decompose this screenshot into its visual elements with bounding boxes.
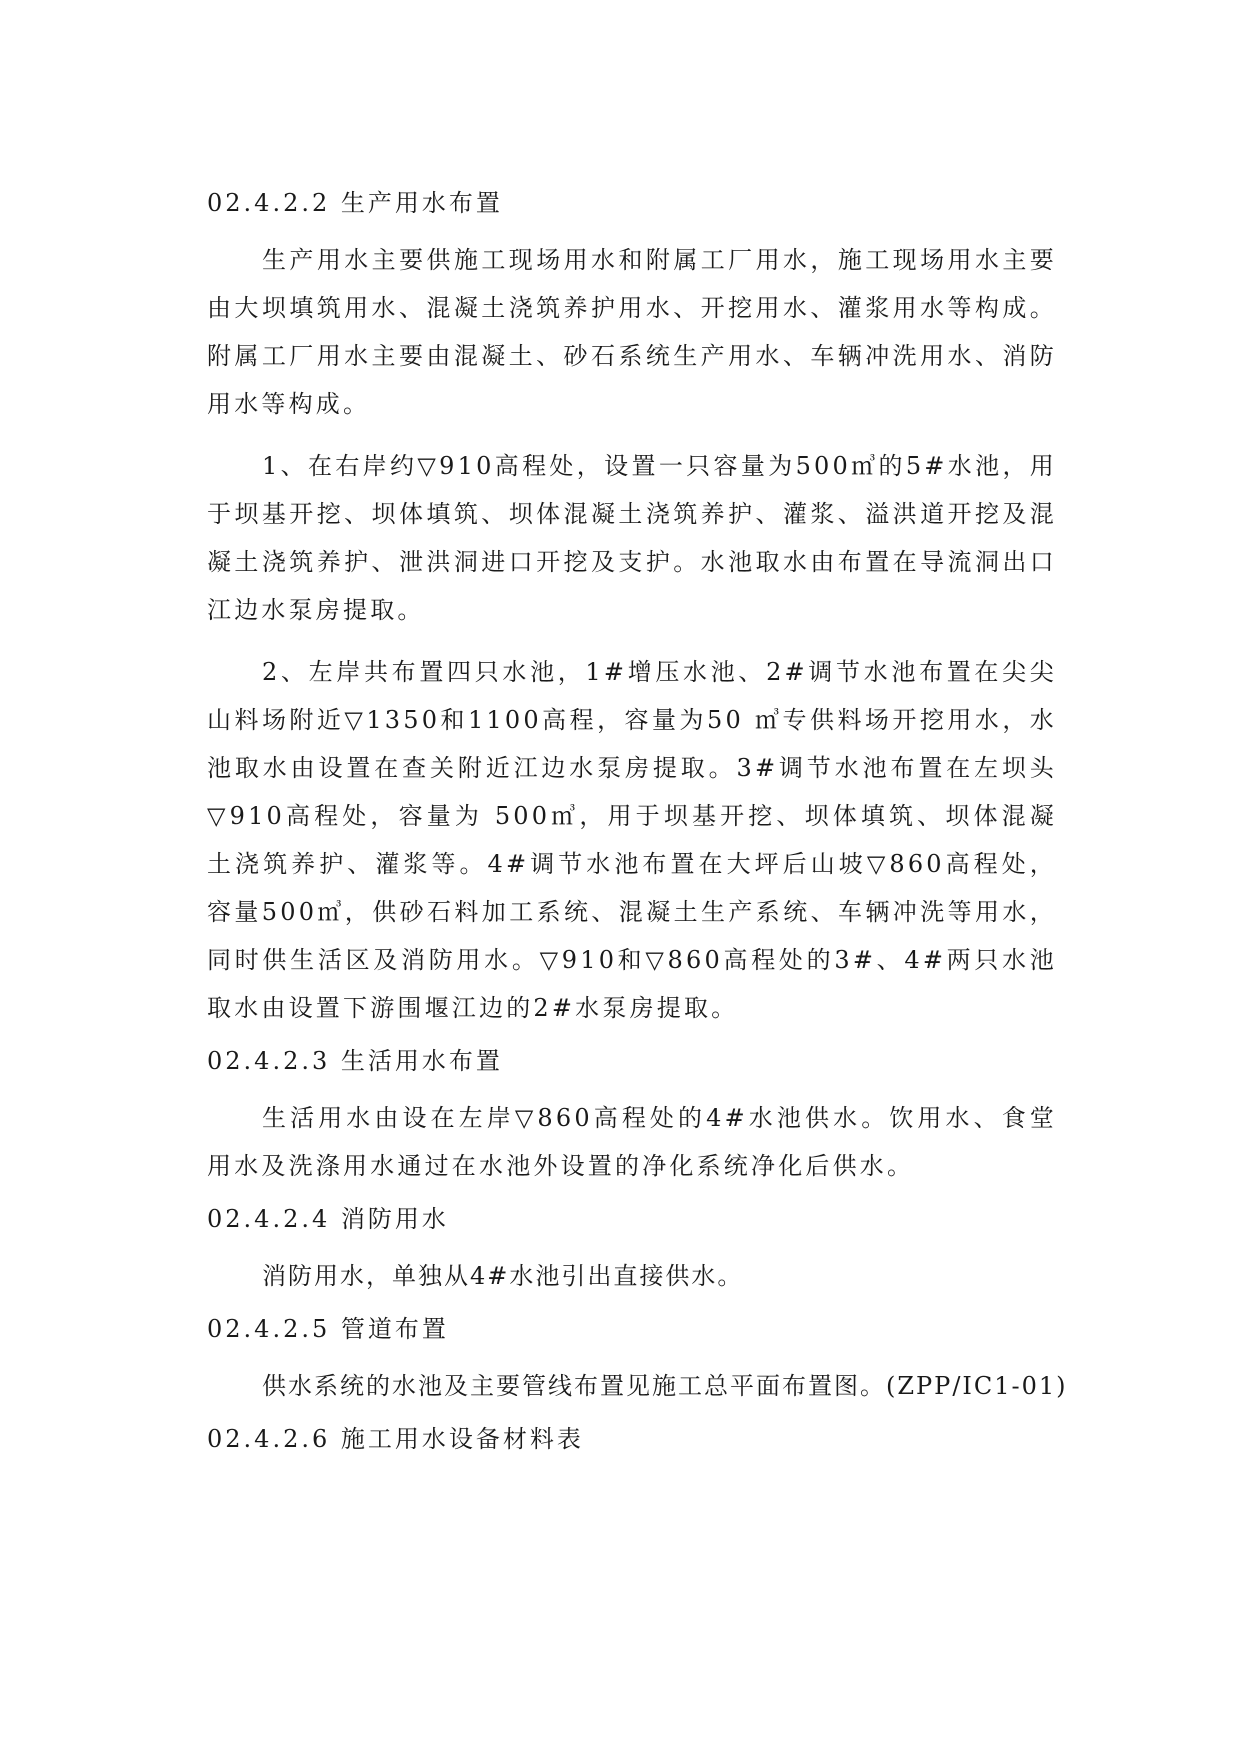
section-heading-02-4-2-2: 02.4.2.2 生产用水布置 [207, 189, 503, 217]
section-heading-02-4-2-5: 02.4.2.5 管道布置 [207, 1315, 449, 1343]
section-heading-02-4-2-6: 02.4.2.6 施工用水设备材料表 [207, 1425, 584, 1453]
section-heading-02-4-2-4: 02.4.2.4 消防用水 [207, 1205, 449, 1233]
paragraph-domestic-water: 生活用水由设在左岸▽860高程处的4#水池供水。饮用水、食堂用水及洗涤用水通过在水池外设置的净化系统净化后供水。 [207, 1104, 1057, 1180]
paragraph-fire-water: 消防用水，单独从4#水池引出直接供水。 [262, 1262, 744, 1290]
document-body [207, 188, 1068, 1472]
paragraph-left-bank-pools: 2、左岸共布置四只水池，1#增压水池、2#调节水池布置在尖尖山料场附近▽1350和1100高程，容量为50 ㎥专供料场开挖用水，水池取水由设置在查关附近江边水泵房提取。3#调节水池布置在左坝头▽910高程处，容量为 500㎥，用于坝基开挖、坝体填筑、坝体混凝土浇筑养护、灌浆等。4#调节水池布置在大坪后山坡▽860高程处，容量500㎥，供砂石料加工系统、混凝土生产系统、车辆冲洗等用水，同时供生活区及消防用水。▽910和▽860高程处的3#、4#两只水池取水由设置下游围堰江边的2#水泵房提取。 [207, 658, 1057, 1022]
paragraph-pipeline-layout: 供水系统的水池及主要管线布置见施工总平面布置图。(ZPP/IC1-01) [262, 1372, 1068, 1400]
paragraph-right-bank-pool: 1、在右岸约▽910高程处，设置一只容量为500㎥的5#水池，用于坝基开挖、坝体填筑、坝体混凝土浇筑养护、灌浆、溢洪道开挖及混凝土浇筑养护、泄洪洞进口开挖及支护。水池取水由布置在导流洞出口江边水泵房提取。 [207, 452, 1057, 624]
section-heading-02-4-2-3: 02.4.2.3 生活用水布置 [207, 1047, 503, 1075]
paragraph-production-water-overview: 生产用水主要供施工现场用水和附属工厂用水，施工现场用水主要由大坝填筑用水、混凝土浇筑养护用水、开挖用水、灌浆用水等构成。附属工厂用水主要由混凝土、砂石系统生产用水、车辆冲洗用水、消防用水等构成。 [207, 246, 1057, 418]
